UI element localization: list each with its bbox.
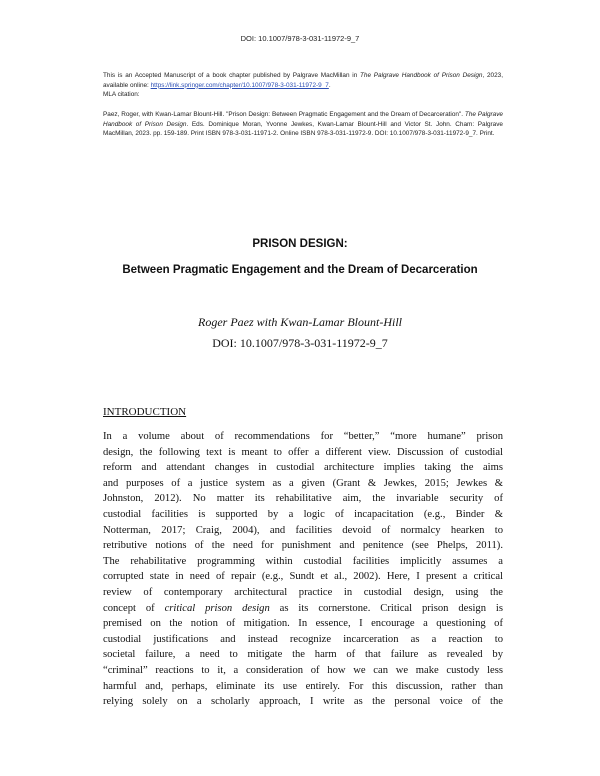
paper-authors: Roger Paez with Kwan-Lamar Blount-Hill bbox=[198, 315, 402, 329]
body-line: corrupted state in need of repair (e.g., Sundt et al., 2002). Here, I present a critical bbox=[103, 571, 503, 583]
body-line: “criminal” reactions to it, a consideration of how we can we make custody less bbox=[103, 664, 503, 676]
body-line: In a volume about of recommendations for “better,” “more humane” prison bbox=[103, 431, 503, 442]
body-line: design, the following text is meant to offer a different view. Discussion of custodial bbox=[103, 446, 503, 458]
body-line: The rehabilitative programming within custodial facilities implicitly assumes a bbox=[103, 555, 503, 567]
header-doi: DOI: 10.1007/978-3-031-11972-9_7 bbox=[240, 34, 360, 43]
citation-part1: Paez, Roger, with Kwan-Lamar Blount-Hill. "Prison Design: Between Pragmatic Engagement and the Dream of Decarceration". bbox=[103, 111, 465, 118]
citation-book-title: The Palgrave Handbook of Prison Design bbox=[103, 111, 503, 128]
body-line: Johnston, 2012). No matter its rehabilitative aim, the invariable security of bbox=[103, 493, 503, 505]
manuscript-note bbox=[103, 71, 503, 100]
paper-subtitle: Between Pragmatic Engagement and the Dream of Decarceration bbox=[122, 264, 478, 276]
body-line: custodial justifications and instead recognize incarceration as a reaction to bbox=[103, 633, 503, 645]
paper-title: PRISON DESIGN: bbox=[252, 238, 348, 250]
body-line: review of contemporary architectural practice in custodial design, using the bbox=[103, 586, 503, 598]
body-line: retributive notions of the need for punishment and penitence (see Phelps, 2011). bbox=[103, 540, 503, 552]
body-paragraph bbox=[103, 429, 503, 710]
body-line: relying solely on a scholarly approach, I write as the personal voice of the bbox=[103, 696, 503, 708]
body-line: Notterman, 2017; Craig, 2004), and facilities devoid of normalcy hearken to bbox=[103, 524, 503, 536]
note-book-title: The Palgrave Handbook of Prison Design bbox=[360, 72, 483, 79]
section-heading: INTRODUCTION bbox=[103, 406, 187, 418]
paper-doi: DOI: 10.1007/978-3-031-11972-9_7 bbox=[212, 336, 388, 350]
chapter-link[interactable]: https://link.springer.com/chapter/10.1007/978-3-031-11972-9_7 bbox=[150, 81, 329, 89]
mla-label: MLA citation: bbox=[103, 91, 140, 99]
body-line: harmful and, perhaps, eliminate its use entirely. For this discussion, rather than bbox=[103, 680, 503, 692]
emphasis: critical prison design bbox=[164, 602, 270, 614]
body-line: custodial facilities is supported by a logic of incapacitation (e.g., Binder & bbox=[103, 508, 503, 520]
note-suffix: , 2023, available online: bbox=[103, 72, 503, 89]
note-prefix: This is an Accepted Manuscript of a book chapter published by Palgrave MacMillan in bbox=[103, 72, 360, 79]
note-tail: . bbox=[328, 81, 331, 89]
mla-citation bbox=[103, 110, 503, 139]
body-line: societal failure, a need to mitigate the harm of that failure as revealed by bbox=[103, 649, 503, 661]
body-line: and purposes of a justice system as a given (Grant & Jewkes, 2015; Jewkes & bbox=[103, 477, 503, 489]
body-line: concept of critical prison design as its cornerstone. Critical prison design is bbox=[103, 602, 503, 614]
body-line: premised on the notion of mitigation. In essence, I encourage a questioning of bbox=[103, 618, 503, 630]
body-line: reform and attendant changes in custodial architecture implies taking the aims bbox=[103, 462, 503, 474]
citation-part2: . Eds. Dominique Moran, Yvonne Jewkes, Kwan-Lamar Blount-Hill and Victor St. John. Cham: Palgrave MacMillan, 2023. pp. 159-189. Print ISBN 978-3-031-11971-2. Online ISBN 978-3-031-11972-9. DOI: 10.1007/978-3-031-11972-9_7. Print. bbox=[103, 120, 503, 138]
